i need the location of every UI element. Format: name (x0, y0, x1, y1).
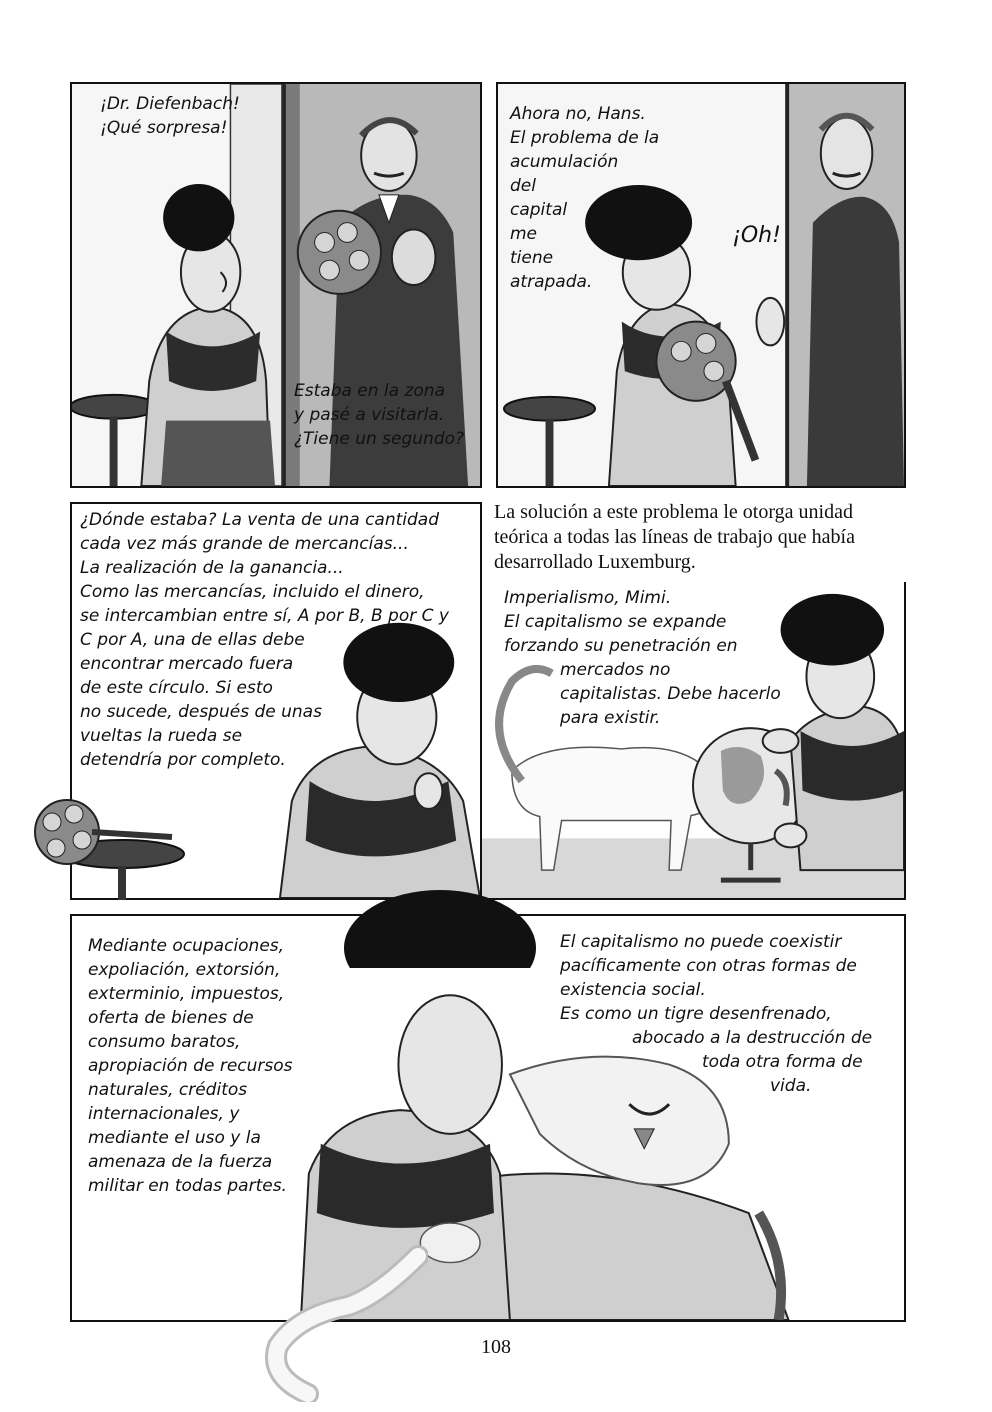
panel-2-balloon-hans (510, 102, 659, 294)
balloon-line: internacionales, y (88, 1104, 240, 1124)
caption-line: teórica a todas las líneas de trabajo que había (494, 526, 855, 548)
balloon-line: capital (510, 200, 568, 220)
balloon-line: de este círculo. Si esto (80, 678, 273, 698)
page-number: 108 (481, 1336, 511, 1358)
balloon-line: para existir. (560, 708, 661, 728)
woman-hair-illustration (340, 888, 540, 968)
balloon-line: ¡Dr. Diefenbach! (100, 94, 240, 114)
balloon-line: detendría por completo. (80, 750, 286, 770)
balloon-line: Como las mercancías, incluido el dinero, (80, 582, 425, 602)
panel-4-caption (494, 500, 855, 575)
balloon-line: capitalistas. Debe hacerlo (560, 684, 781, 704)
balloon-line: vida. (770, 1076, 812, 1096)
balloon-line: abocado a la destrucción de (632, 1028, 873, 1048)
balloon-line: El capitalismo no puede coexistir (560, 932, 842, 952)
panel-5 (70, 914, 906, 1322)
balloon-line: Ahora no, Hans. (510, 104, 646, 124)
balloon-line: expoliación, extorsión, (88, 960, 281, 980)
caption-line: desarrollado Luxemburg. (494, 551, 696, 573)
panel-5-balloon-means (88, 934, 293, 1198)
tiger-tail-illustration (228, 1236, 428, 1402)
panel-4-caption-area (494, 500, 914, 580)
balloon-line: Imperialismo, Mimi. (504, 588, 672, 608)
panel-5-balloon-tiger (560, 930, 872, 1098)
caption-line: La solución a este problema le otorga unidad (494, 501, 853, 523)
panel-4 (482, 582, 906, 900)
balloon-line: tiene (510, 248, 554, 268)
panel-1-balloon-visit (294, 379, 464, 451)
panel-2 (496, 82, 906, 488)
balloon-line: C por A, una de ellas debe (80, 630, 305, 650)
balloon-line: atrapada. (510, 272, 593, 292)
panel-2-exclamation: ¡Oh! (732, 223, 781, 248)
balloon-line: no sucede, después de unas (80, 702, 322, 722)
balloon-line: me (510, 224, 538, 244)
balloon-line: El capitalismo se expande (504, 612, 727, 632)
balloon-line: ¡Qué sorpresa! (100, 118, 228, 138)
panel-3-balloon-monologue (80, 508, 449, 772)
balloon-line: vueltas la rueda se (80, 726, 243, 746)
balloon-line: mercados no (560, 660, 671, 680)
balloon-line: cada vez más grande de mercancías... (80, 534, 409, 554)
balloon-line: se intercambian entre sí, A por B, B por C y (80, 606, 449, 626)
balloon-line: mediante el uso y la (88, 1128, 261, 1148)
panel-1 (70, 82, 482, 488)
balloon-line: naturales, créditos (88, 1080, 248, 1100)
balloon-line: Es como un tigre desenfrenado, (560, 1004, 832, 1024)
balloon-line: exterminio, impuestos, (88, 984, 285, 1004)
balloon-line: ¿Tiene un segundo? (294, 429, 465, 449)
balloon-line: El problema de la (510, 128, 660, 148)
balloon-line: encontrar mercado fuera (80, 654, 294, 674)
balloon-line: del (510, 176, 536, 196)
panel-1-balloon-greeting (100, 92, 240, 140)
bouquet-on-table-illustration (22, 782, 188, 900)
balloon-line: militar en todas partes. (88, 1176, 287, 1196)
balloon-line: forzando su penetración en (504, 636, 738, 656)
balloon-line: Mediante ocupaciones, (88, 936, 285, 956)
balloon-line: La realización de la ganancia... (80, 558, 344, 578)
balloon-line: ¿Dónde estaba? La venta de una cantidad (80, 510, 440, 530)
balloon-line: existencia social. (560, 980, 706, 1000)
balloon-line: acumulación (510, 152, 619, 172)
balloon-line: y pasé a visitarla. (294, 405, 445, 425)
panel-4-balloon-imperialism (504, 586, 781, 730)
balloon-line: amenaza de la fuerza (88, 1152, 273, 1172)
balloon-line: pacíficamente con otras formas de (560, 956, 857, 976)
balloon-line: Estaba en la zona (294, 381, 445, 401)
balloon-line: apropiación de recursos (88, 1056, 293, 1076)
balloon-line: oferta de bienes de (88, 1008, 254, 1028)
balloon-line: consumo baratos, (88, 1032, 241, 1052)
balloon-line: toda otra forma de (702, 1052, 863, 1072)
